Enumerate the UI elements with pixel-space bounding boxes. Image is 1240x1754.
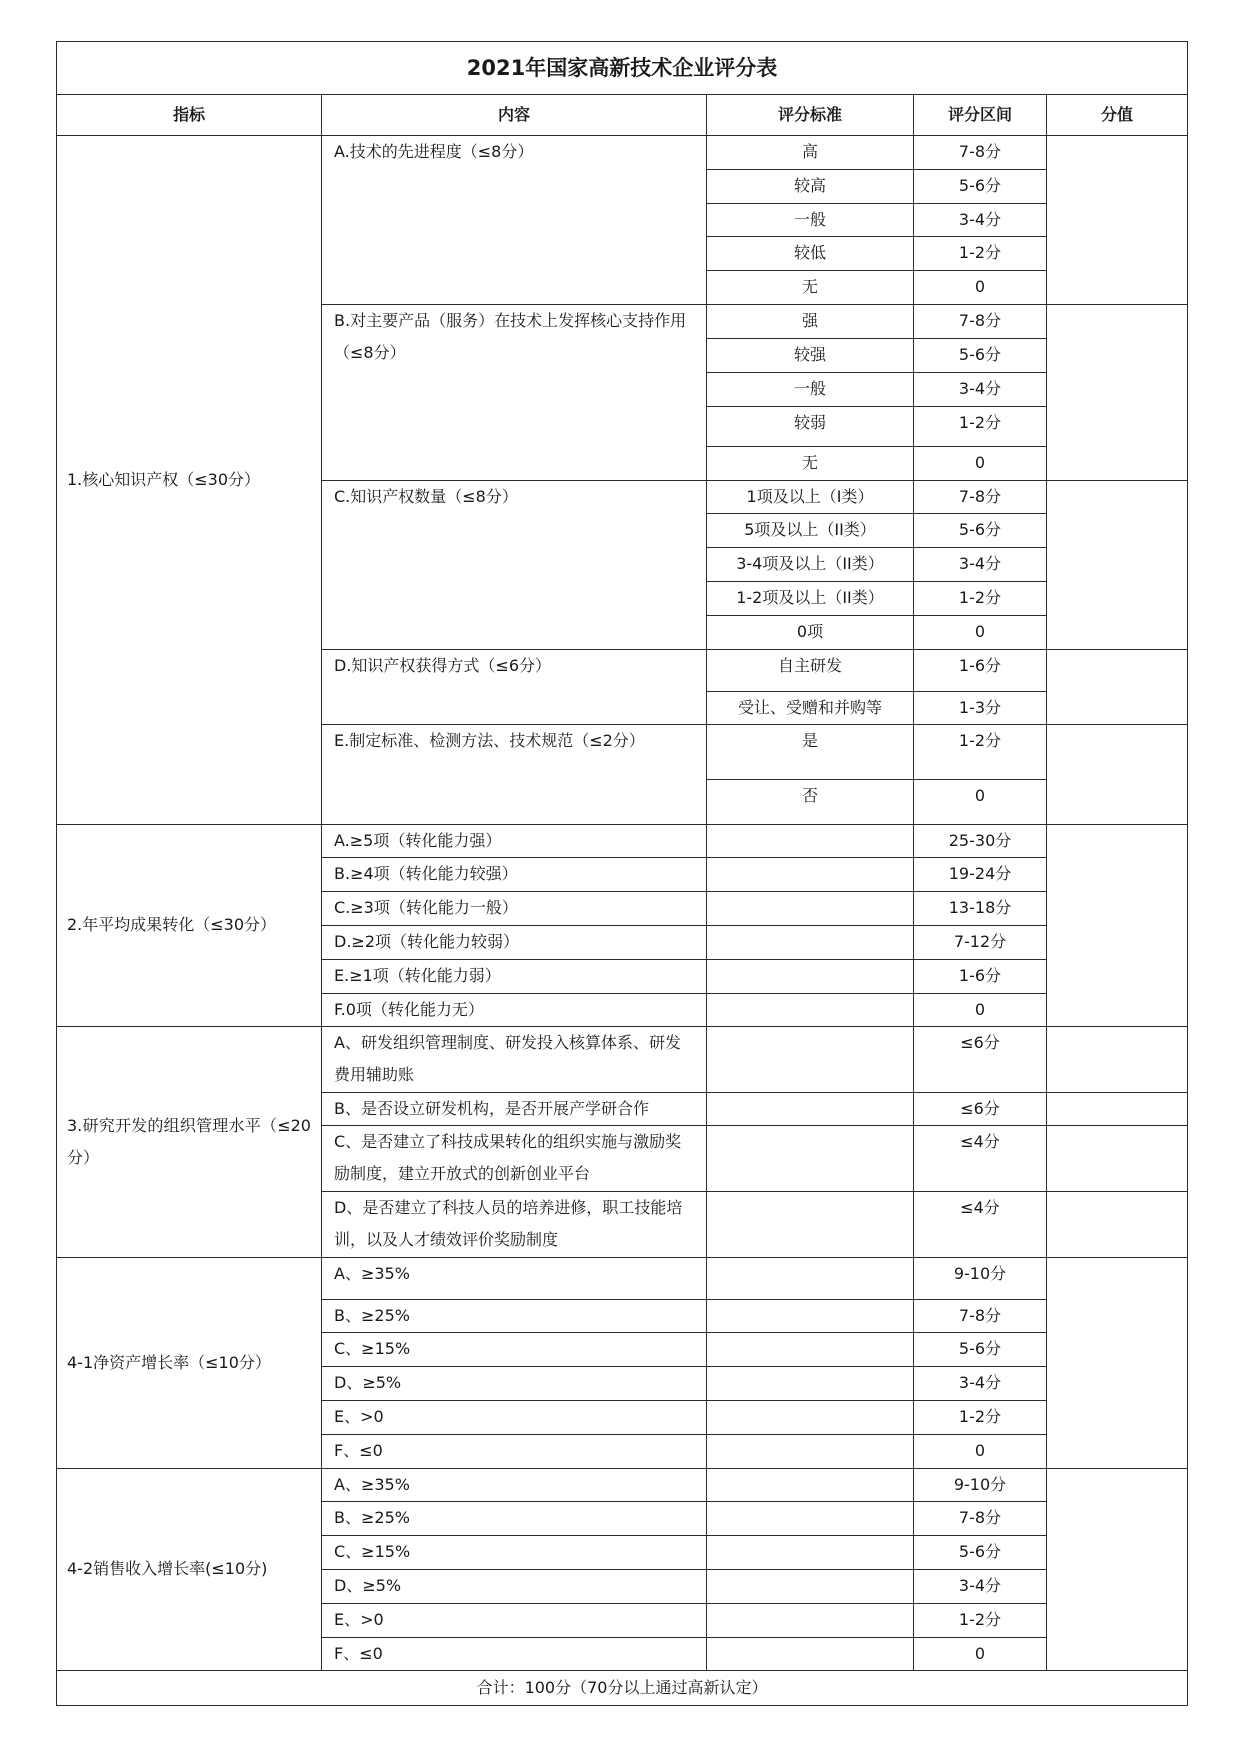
page-title: 2021年国家高新技术企业评分表 [57, 42, 1188, 95]
standard-cell [707, 1468, 914, 1502]
standard-cell [707, 1300, 914, 1333]
content-cell: A、≥35% [322, 1258, 707, 1300]
standard-cell [707, 1027, 914, 1093]
range-cell: 9-10分 [914, 1468, 1047, 1502]
indicator-cell: 4-1净资产增长率（≤10分） [57, 1258, 322, 1468]
content-cell: B、≥25% [322, 1502, 707, 1536]
range-cell: 3-4分 [914, 372, 1047, 406]
range-cell: 7-8分 [914, 480, 1047, 514]
standard-cell [707, 1093, 914, 1126]
range-cell: 7-12分 [914, 925, 1047, 959]
content-cell: A、≥35% [322, 1468, 707, 1502]
standard-cell: 无 [707, 446, 914, 480]
standard-cell: 较低 [707, 237, 914, 271]
range-cell: 5-6分 [914, 514, 1047, 548]
range-cell: ≤4分 [914, 1126, 1047, 1192]
standard-cell [707, 824, 914, 858]
standard-cell [707, 1367, 914, 1401]
standard-cell: 1项及以上（I类） [707, 480, 914, 514]
content-cell: C.知识产权数量（≤8分） [322, 480, 707, 649]
standard-cell: 一般 [707, 203, 914, 237]
range-cell: 1-2分 [914, 581, 1047, 615]
score-cell [1047, 1093, 1188, 1126]
standard-cell: 1-2项及以上（II类） [707, 581, 914, 615]
content-cell: D、是否建立了科技人员的培养进修，职工技能培训，以及人才绩效评价奖励制度 [322, 1192, 707, 1258]
range-cell: 3-4分 [914, 203, 1047, 237]
range-cell: 1-6分 [914, 649, 1047, 691]
content-cell: F、≤0 [322, 1434, 707, 1468]
table-row [57, 1468, 1188, 1502]
standard-cell: 较强 [707, 338, 914, 372]
standard-cell [707, 1126, 914, 1192]
score-cell [1047, 724, 1188, 824]
content-cell: A、研发组织管理制度、研发投入核算体系、研发费用辅助账 [322, 1027, 707, 1093]
standard-cell [707, 1192, 914, 1258]
range-cell: 1-2分 [914, 1400, 1047, 1434]
content-cell: E、>0 [322, 1603, 707, 1637]
standard-cell [707, 925, 914, 959]
score-cell [1047, 304, 1188, 480]
range-cell: 7-8分 [914, 136, 1047, 170]
content-cell: B、≥25% [322, 1300, 707, 1333]
range-cell: 0 [914, 615, 1047, 649]
range-cell: 13-18分 [914, 892, 1047, 926]
content-cell: F、≤0 [322, 1637, 707, 1671]
range-cell: 5-6分 [914, 169, 1047, 203]
range-cell: 3-4分 [914, 548, 1047, 582]
standard-cell [707, 1637, 914, 1671]
range-cell: 9-10分 [914, 1258, 1047, 1300]
range-cell: ≤6分 [914, 1093, 1047, 1126]
standard-cell [707, 892, 914, 926]
score-cell [1047, 480, 1188, 649]
standard-cell [707, 959, 914, 993]
standard-cell: 无 [707, 271, 914, 305]
range-cell: 1-6分 [914, 959, 1047, 993]
standard-cell: 是 [707, 724, 914, 779]
standard-cell [707, 1333, 914, 1367]
range-cell: 1-3分 [914, 691, 1047, 724]
score-sheet [56, 41, 1188, 1706]
header-indicator: 指标 [57, 95, 322, 136]
total-note: 合计：100分（70分以上通过高新认定） [57, 1671, 1188, 1706]
standard-cell [707, 1258, 914, 1300]
range-cell: 0 [914, 779, 1047, 824]
score-cell [1047, 1027, 1188, 1093]
content-cell: D、≥5% [322, 1367, 707, 1401]
range-cell: 5-6分 [914, 338, 1047, 372]
content-cell: A.技术的先进程度（≤8分） [322, 136, 707, 305]
range-cell: 1-2分 [914, 1603, 1047, 1637]
header-range: 评分区间 [914, 95, 1047, 136]
content-cell: A.≥5项（转化能力强） [322, 824, 707, 858]
standard-cell [707, 1400, 914, 1434]
score-cell [1047, 1468, 1188, 1671]
content-cell: B.对主要产品（服务）在技术上发挥核心支持作用（≤8分） [322, 304, 707, 480]
standard-cell: 否 [707, 779, 914, 824]
header-score: 分值 [1047, 95, 1188, 136]
range-cell: 5-6分 [914, 1536, 1047, 1570]
content-cell: C、≥15% [322, 1536, 707, 1570]
range-cell: ≤6分 [914, 1027, 1047, 1093]
range-cell: 7-8分 [914, 1300, 1047, 1333]
indicator-cell: 1.核心知识产权（≤30分） [57, 136, 322, 825]
range-cell: ≤4分 [914, 1192, 1047, 1258]
content-cell: E.制定标准、检测方法、技术规范（≤2分） [322, 724, 707, 824]
standard-cell: 高 [707, 136, 914, 170]
standard-cell: 受让、受赠和并购等 [707, 691, 914, 724]
indicator-cell: 4-2销售收入增长率(≤10分) [57, 1468, 322, 1671]
standard-cell: 5项及以上（II类） [707, 514, 914, 548]
range-cell: 5-6分 [914, 1333, 1047, 1367]
score-table [56, 41, 1188, 1706]
content-cell: B、是否设立研发机构，是否开展产学研合作 [322, 1093, 707, 1126]
range-cell: 19-24分 [914, 858, 1047, 892]
title-row [57, 42, 1188, 95]
standard-cell: 较高 [707, 169, 914, 203]
standard-cell [707, 1603, 914, 1637]
standard-cell: 较弱 [707, 406, 914, 446]
table-row [57, 824, 1188, 858]
header-content: 内容 [322, 95, 707, 136]
standard-cell [707, 993, 914, 1027]
score-cell [1047, 136, 1188, 305]
range-cell: 0 [914, 1434, 1047, 1468]
range-cell: 0 [914, 446, 1047, 480]
standard-cell: 自主研发 [707, 649, 914, 691]
table-row [57, 136, 1188, 170]
range-cell: 0 [914, 271, 1047, 305]
score-cell [1047, 824, 1188, 1027]
content-cell: F.0项（转化能力无） [322, 993, 707, 1027]
content-cell: D.≥2项（转化能力较弱） [322, 925, 707, 959]
standard-cell: 3-4项及以上（II类） [707, 548, 914, 582]
content-cell: D.知识产权获得方式（≤6分） [322, 649, 707, 724]
content-cell: C、是否建立了科技成果转化的组织实施与激励奖励制度，建立开放式的创新创业平台 [322, 1126, 707, 1192]
content-cell: E.≥1项（转化能力弱） [322, 959, 707, 993]
content-cell: C、≥15% [322, 1333, 707, 1367]
score-cell [1047, 1126, 1188, 1192]
range-cell: 0 [914, 993, 1047, 1027]
standard-cell: 一般 [707, 372, 914, 406]
range-cell: 1-2分 [914, 406, 1047, 446]
table-row [57, 1027, 1188, 1093]
score-cell [1047, 1258, 1188, 1468]
content-cell: D、≥5% [322, 1569, 707, 1603]
range-cell: 3-4分 [914, 1569, 1047, 1603]
range-cell: 1-2分 [914, 237, 1047, 271]
header-row [57, 95, 1188, 136]
standard-cell [707, 1569, 914, 1603]
range-cell: 0 [914, 1637, 1047, 1671]
header-standard: 评分标准 [707, 95, 914, 136]
indicator-cell: 2.年平均成果转化（≤30分） [57, 824, 322, 1027]
standard-cell [707, 858, 914, 892]
standard-cell [707, 1502, 914, 1536]
score-cell [1047, 649, 1188, 724]
content-cell: E、>0 [322, 1400, 707, 1434]
standard-cell [707, 1434, 914, 1468]
indicator-cell: 3.研究开发的组织管理水平（≤20分） [57, 1027, 322, 1258]
range-cell: 25-30分 [914, 824, 1047, 858]
range-cell: 3-4分 [914, 1367, 1047, 1401]
standard-cell: 0项 [707, 615, 914, 649]
standard-cell [707, 1536, 914, 1570]
total-row [57, 1671, 1188, 1706]
range-cell: 7-8分 [914, 1502, 1047, 1536]
content-cell: B.≥4项（转化能力较强） [322, 858, 707, 892]
range-cell: 1-2分 [914, 724, 1047, 779]
score-cell [1047, 1192, 1188, 1258]
standard-cell: 强 [707, 304, 914, 338]
table-row [57, 1258, 1188, 1300]
content-cell: C.≥3项（转化能力一般） [322, 892, 707, 926]
range-cell: 7-8分 [914, 304, 1047, 338]
